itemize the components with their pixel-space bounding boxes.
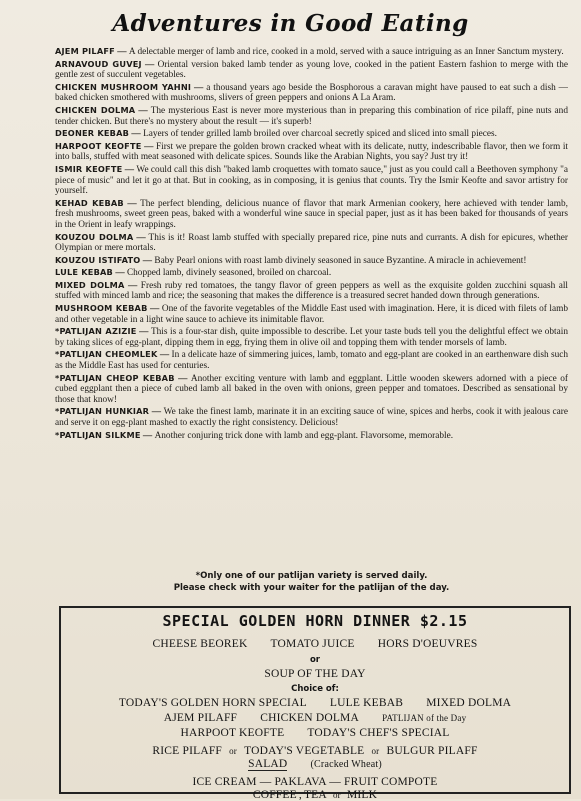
menu-item-separator: — (124, 280, 141, 291)
menu-item-description: First we prepare the golden brown cracked wheat with its delicate, nutty, indescribable flavor, then we form it into balls, stuffed with meat seasoned with delicate spices. Sounds like the Arabian Nights, you say? Just try it! (55, 141, 568, 163)
menu-item-name: *PATLIJAN CHEOP KEBAB (55, 372, 175, 383)
menu-item-name: DEONER KEBAB (55, 128, 130, 139)
menu-item-description: This is it! Roast lamb stuffed with specially prepared rice, pine nuts and currants. A dish for epicures, whether Olympian or mere mortals. (55, 232, 568, 254)
menu-item-description: We take the finest lamb, marinate it in an exciting sauce of wine, spices and herbs, cook it with jealous care and serve it on egg-plant mashed to exactly the right consistency. Delicious! (55, 407, 568, 428)
menu-item-description: Baby Pearl onions with roast lamb divinely seasoned in sauce Byzantine. A miracle in achievement! (154, 255, 527, 266)
menu-item (55, 267, 568, 279)
menu-item-separator: — (147, 304, 162, 315)
side-item: TODAY'S VEGETABLE (244, 745, 365, 757)
menu-item (55, 349, 568, 371)
soup-row (61, 668, 569, 680)
choice-item: TODAY'S GOLDEN HORN SPECIAL (118, 697, 307, 709)
menu-item-separator: — (122, 164, 137, 175)
menu-item-description: Chopped lamb, divinely seasoned, broiled on charcoal. (126, 268, 332, 279)
menu-item-description: This is a four-star dish, quite impossible to describe. Let your taste buds tell you the delightful effect we obtain by taking slices of egg-plant, dipping them in egg, frying them in olive oil and topping them with tender morsels of lamb. (55, 327, 568, 348)
menu-item (55, 141, 568, 163)
notice-line: Please check with your waiter for the patlijan of the day. (173, 583, 450, 593)
notice-line: *Only one of our patlijan variety is served daily. (195, 571, 428, 581)
menu-item (55, 198, 568, 231)
menu-item-name: AJEM PILAFF (55, 46, 115, 56)
menu-item-separator: — (135, 105, 151, 116)
choice-label: Choice of: (291, 684, 339, 694)
menu-item-name: *PATLIJAN SILKME (55, 429, 141, 440)
drink-item: COFFEE (252, 789, 297, 801)
menu-item-description: Oriental version baked lamb tender as young love, cooked in the patient Eastern fashion to merge with the gentle zest of succulent vegetables. (55, 59, 568, 81)
menu-item-separator: — (129, 129, 144, 140)
menu-item-separator: — (123, 198, 141, 209)
menu-item-description: The mysterious East is never more mysterious than in preparing this combination of rice pilaff, pine nuts and tender chicken. But there's no mystery about the result — it's superb! (55, 105, 568, 127)
or-word: or (229, 746, 238, 756)
menu-item-separator: — (114, 47, 129, 57)
choice-item: HARPOOT KEOFTE (180, 727, 285, 739)
choice-item: MIXED DOLMA (426, 697, 512, 709)
desserts-line: ICE CREAM — PAKLAVA — FRUIT COMPOTE (192, 776, 438, 788)
menu-item-name: ISMIR KEOFTE (55, 163, 123, 174)
menu-item-name: MUSHROOM KEBAB (55, 303, 148, 314)
menu-item (55, 82, 568, 104)
or-word: or (332, 790, 341, 800)
drink-item: MILK (346, 789, 378, 801)
menu-item-description: A delectable merger of lamb and rice, cooked in a mold, served with a sauce intriguing as an Inner Sanctum mystery. (128, 47, 564, 57)
starters-row (61, 638, 569, 650)
choice-item: TODAY'S CHEF'S SPECIAL (307, 727, 450, 739)
soup-item: SOUP OF THE DAY (264, 668, 366, 680)
choices-row-1 (61, 697, 569, 709)
menu-item-separator: — (141, 141, 156, 152)
menu-item (55, 280, 568, 302)
menu-item-description: We could call this dish "baked lamb croquettes with tomato sauce," just as you could call a Beethoven symphony "a piece of music" and let it go at that. But in cooking, as in composing, it is genius that counts. Try the Ismir Keofte and savor artistry for yourself. (55, 164, 568, 197)
menu-item-description: Fresh ruby red tomatoes, the tangy flavor of green peppers as well as the exquisite golden zucchini squash all stuffed with minced lamb and rice; the seasoning that makes the difference is a treasured secret handed down through generations. (55, 280, 569, 302)
menu-item-description: a thousand years ago beside the Bosphorous a caravan might have paused to eat such a dish — baked chicken smothered with mushrooms, slivers of green peppers and onions A La Aram. (55, 82, 568, 104)
special-dinner-box (59, 606, 571, 801)
menu-item-separator: — (133, 232, 149, 243)
menu-item (55, 430, 568, 442)
menu-item-name: HARPOOT KEOFTE (55, 140, 142, 151)
menu-item-separator: — (174, 373, 191, 384)
menu-item-name: *PATLIJAN AZIZIE (55, 326, 137, 337)
menu-item-description: Layers of tender grilled lamb broiled over charcoal secretly spiced and sliced into small pieces. (143, 129, 497, 140)
starter-item: CHEESE BEOREK (152, 638, 248, 650)
choice-item: LULE KEBAB (329, 697, 404, 709)
cracked-wheat-note: (Cracked Wheat) (310, 759, 382, 770)
or-label: or (309, 655, 321, 665)
choices-row-2 (61, 712, 569, 724)
menu-item (55, 59, 568, 81)
salad-row (61, 758, 569, 770)
menu-item-name: *PATLIJAN HUNKIAR (55, 406, 150, 417)
sides-row (61, 745, 569, 757)
choice-item: PATLIJAN of the Day (382, 713, 467, 723)
menu-item-description: The perfect blending, delicious nuance of flavor that mark Armenian cookery, here achieved with tender lamb, fresh mushrooms, sweet green peas, baked with a wonderful wine sauce in special paper, just as it has been baked for thousands of years in the Orient in leafy wrappings. (55, 198, 568, 230)
desserts-row (61, 776, 569, 788)
menu-item (55, 255, 568, 267)
choices-row-3 (61, 727, 569, 739)
page-title: Adventures in Good Eating (112, 10, 469, 37)
menu-item-separator: — (113, 268, 127, 279)
menu-item-separator: — (157, 350, 172, 361)
menu-item-description: In a delicate haze of simmering juices, lamb, tomato and egg-plant are cooked in an earthenware dish such as the Middle East has used for centuries. (55, 350, 568, 372)
menu-item (55, 373, 568, 406)
menu-item-separator: — (140, 430, 155, 441)
menu-item-separator: — (140, 255, 155, 266)
side-item: BULGUR PILAFF (386, 745, 478, 757)
patlijan-notice (55, 570, 568, 594)
menu-item-description: One of the favorite vegetables of the Middle East used with imagination. Here, it is diced with filets of lamb and other vegetable in a light wine sauce to achieve its inimitable flavor. (55, 304, 569, 325)
menu-item-name: KEHAD KEBAB (55, 197, 124, 208)
menu-item-name: LULE KEBAB (55, 267, 113, 278)
menu-item-name: *PATLIJAN CHEOMLEK (55, 349, 158, 360)
menu-item-separator: — (136, 327, 151, 338)
menu-item (55, 326, 568, 348)
menu-item-name: KOUZOU DOLMA (55, 231, 134, 242)
menu-item (55, 303, 568, 325)
menu-item (55, 128, 568, 140)
menu-item-separator: — (191, 82, 207, 93)
salad-item: SALAD (248, 758, 288, 770)
drink-item: TEA (303, 789, 327, 801)
menu-item-separator: — (141, 59, 158, 70)
menu-item-name: KOUZOU ISTIFATO (55, 254, 141, 265)
menu-item-name: MIXED DOLMA (55, 279, 125, 290)
menu-item-list (55, 46, 568, 442)
choice-item: AJEM PILAFF (163, 712, 238, 724)
menu-item-separator: — (149, 407, 164, 418)
menu-item (55, 105, 568, 127)
menu-item-description: Another exciting venture with lamb and eggplant. Little wooden skewers adorned with a piece of cubed eggplant then a piece of cubed lamb all baked in the oven with onions, green pepper and tomatoes. Described as sensational by those that know! (55, 373, 569, 405)
choice-item: CHICKEN DOLMA (260, 712, 359, 724)
dinner-title: SPECIAL GOLDEN HORN DINNER $2.15 (162, 612, 468, 630)
menu-item (55, 164, 568, 197)
menu-item-description: Another conjuring trick done with lamb and egg-plant. Flavorsome, memorable. (154, 430, 454, 441)
menu-item (55, 232, 568, 254)
menu-item (55, 46, 568, 58)
menu-item-name: ARNAVOUD GUVEJ (55, 58, 142, 69)
menu-item (55, 406, 568, 428)
drinks-row: COFFEE , TEA or MILK (252, 789, 378, 801)
starter-item: HORS D'OEUVRES (377, 638, 478, 650)
or-word: or (371, 746, 380, 756)
side-item: RICE PILAFF (152, 745, 223, 757)
menu-item-name: CHICKEN DOLMA (55, 104, 136, 115)
menu-item-name: CHICKEN MUSHROOM YAHNI (55, 81, 192, 92)
starter-item: TOMATO JUICE (270, 638, 355, 650)
